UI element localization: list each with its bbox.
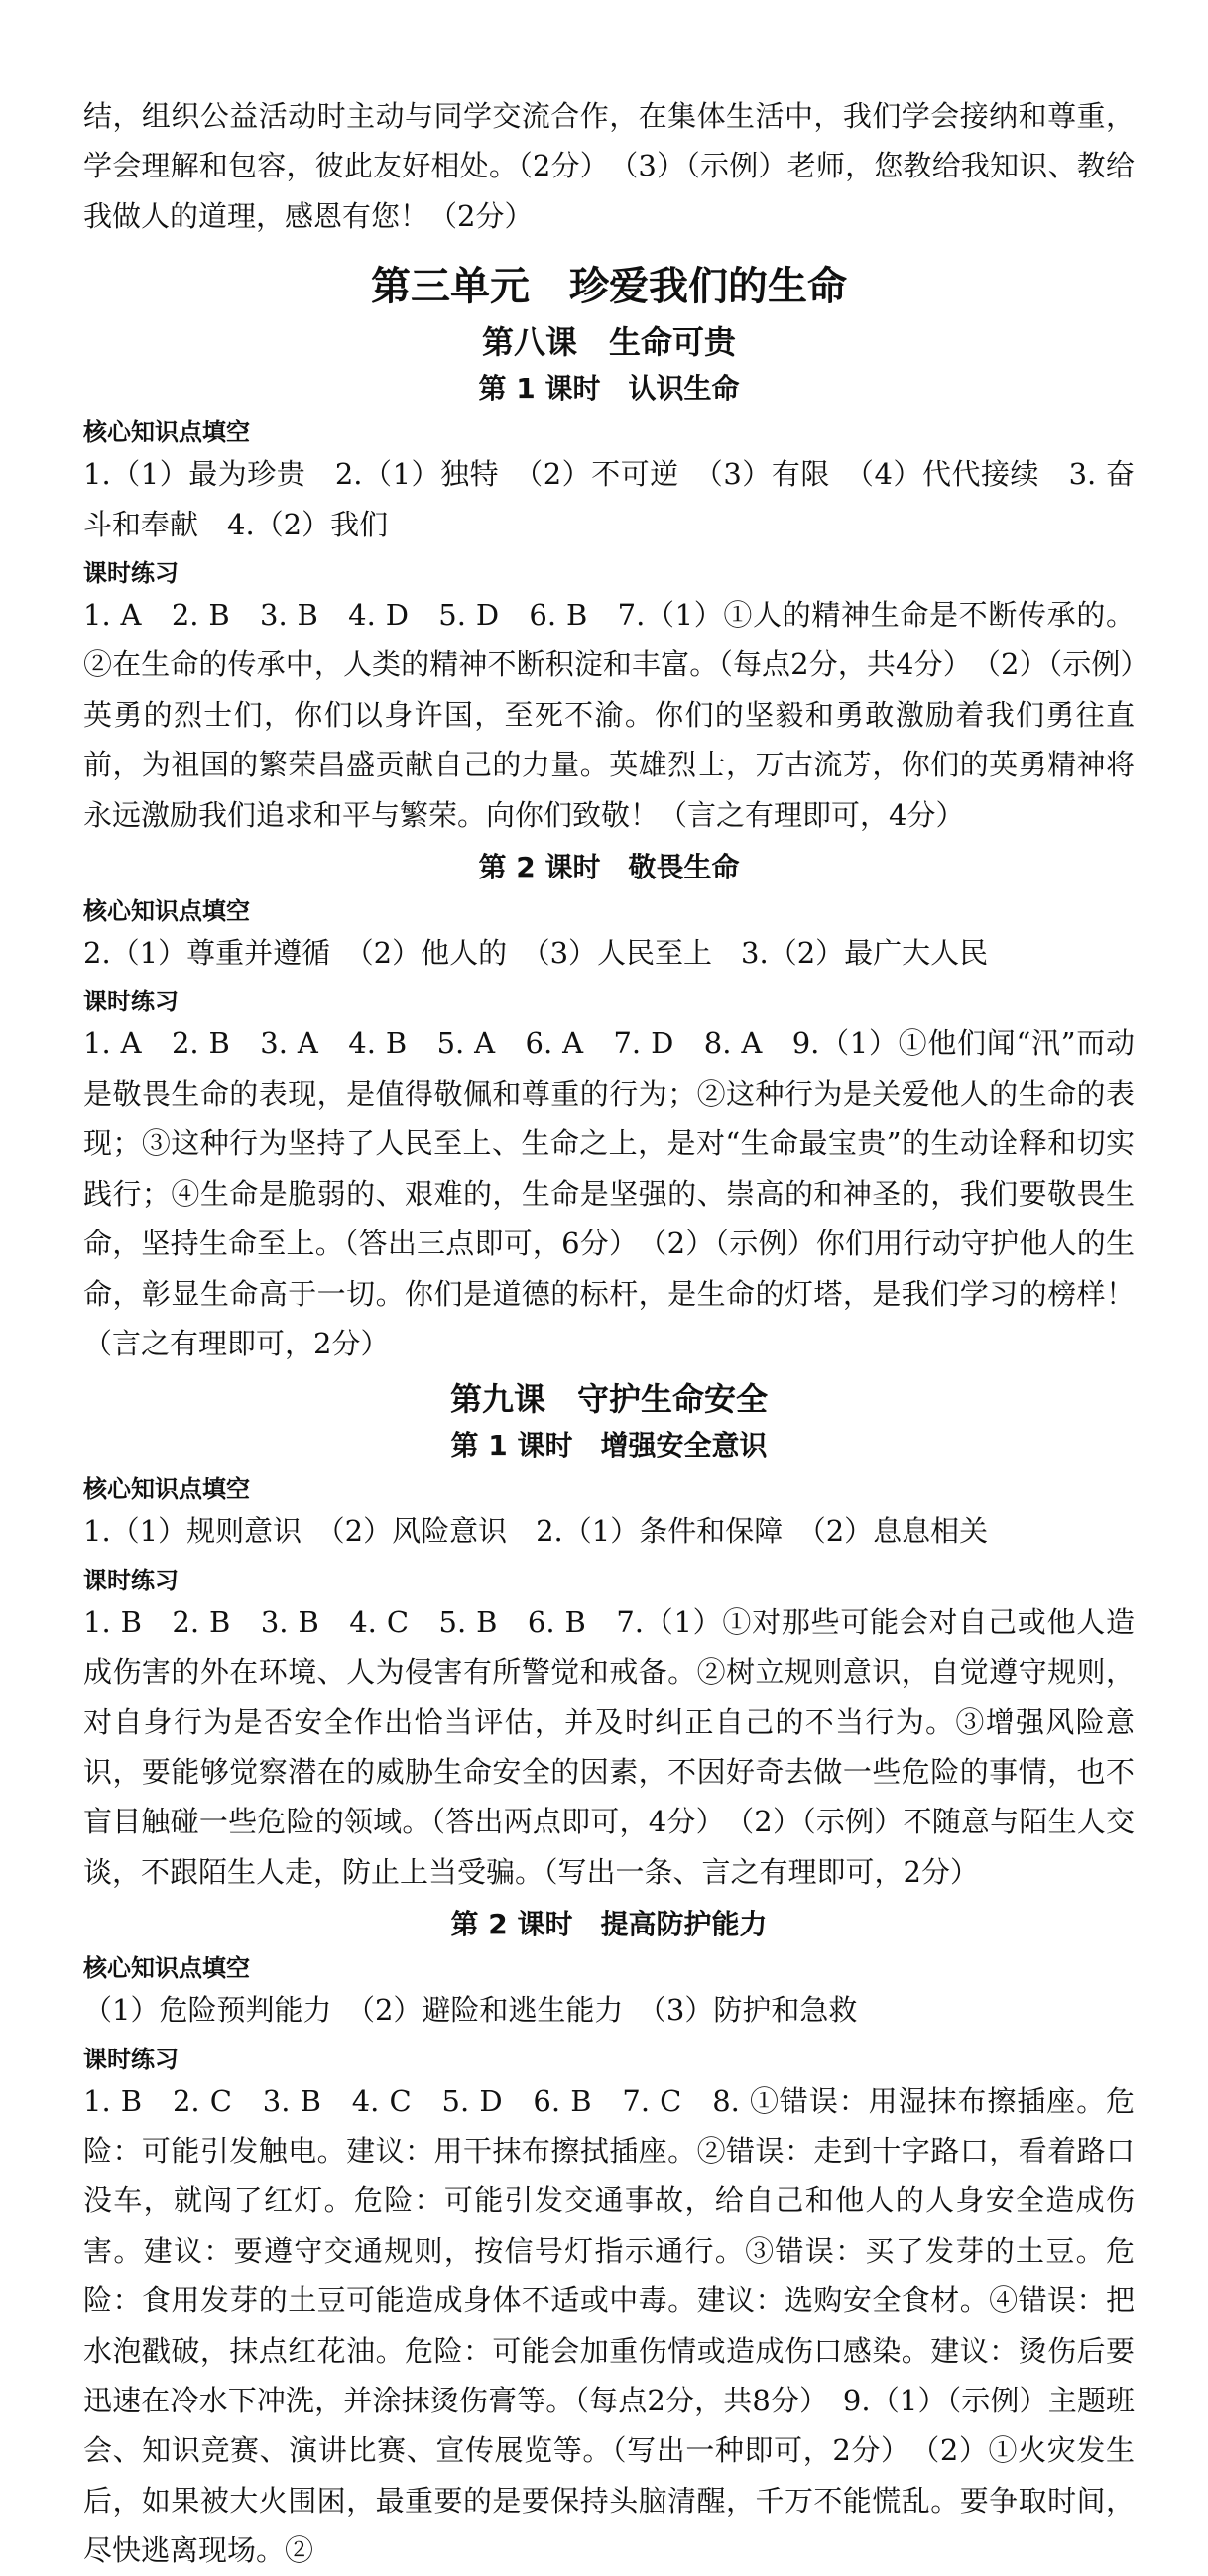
lesson-8-title: 第八课 生命可贵 [481, 323, 736, 362]
answer-page [83, 91, 1135, 2576]
lesson-9-period-1-title: 第 1 课时 增强安全意识 [450, 1429, 768, 1463]
core-knowledge-heading: 核心知识点填空 [83, 897, 250, 926]
unit-title: 第三单元 珍爱我们的生命 [371, 264, 847, 310]
practice-answers: 1. A 2. B 3. A 4. B 5. A 6. A 7. D 8. A 9.（1）①他们闻“汛”而动是敬畏生命的表现，是值得敬佩和尊重的行为；②这种行为是关爱他人的生命的表现；③这种行为坚持了人民至上、生命之上，是对“生命最宝贵”的生动诠释和切实践行；④生命是脆弱的、艰难的，生命是坚强的、崇高的和神圣的，我们要敬畏生命，坚持生命至上。（答出三点即可，6分） （2）（示例）你们用行动守护他人的生命，彰显生命高于一切。你们是道德的标杆，是生命的灯塔，是我们学习的榜样！（言之有理即可，2分） [83, 1026, 1135, 1360]
practice-heading: 课时练习 [83, 559, 179, 588]
core-knowledge-answers: 1.（1）规则意识 （2）风险意识 2.（1）条件和保障 （2）息息相关 [83, 1514, 989, 1549]
lesson-8-period-1-title: 第 1 课时 认识生命 [478, 372, 740, 406]
practice-heading: 课时练习 [83, 2045, 179, 2073]
practice-heading: 课时练习 [83, 988, 179, 1016]
core-knowledge-heading: 核心知识点填空 [83, 1475, 250, 1504]
core-knowledge-answers: 2.（1）尊重并遵循 （2）他人的 （3）人民至上 3.（2）最广大人民 [83, 936, 989, 971]
lesson-9-title: 第九课 守护生命安全 [449, 1380, 768, 1419]
lesson-9-period-2-title: 第 2 课时 提高防护能力 [450, 1908, 768, 1941]
core-knowledge-answers: （1）危险预判能力 （2）避险和逃生能力 （3）防护和急救 [83, 1993, 858, 2028]
practice-heading: 课时练习 [83, 1566, 179, 1594]
practice-answers: 1. B 2. B 3. B 4. C 5. B 6. B 7.（1）①对那些可能会对自己或他人造成伤害的外在环境、人为侵害有所警觉和戒备。②树立规则意识，自觉遵守规则，对自身行为是否安全作出恰当评估，并及时纠正自己的不当行为。③增强风险意识，要能够觉察潜在的威胁生命安全的因素，不因好奇去做一些危险的事情，也不盲目触碰一些危险的领域。（答出两点即可，4分） （2）（示例）不随意与陌生人交谈，不跟陌生人走，防止上当受骗。（写出一条、言之有理即可，2分） [83, 1604, 1135, 1889]
practice-answers: 1. A 2. B 3. B 4. D 5. D 6. B 7.（1）①人的精神生命是不断传承的。②在生命的传承中，人类的精神不断积淀和丰富。（每点2分，共4分） （2）（示例）英勇的烈士们，你们以身许国，至死不渝。你们的坚毅和勇敢激励着我们勇往直前，为祖国的繁荣昌盛贡献自己的力量。英雄烈士，万古流芳，你们的英勇精神将永远激励我们追求和平与繁荣。向你们致敬！（言之有理即可，4分） [83, 598, 1135, 832]
core-knowledge-heading: 核心知识点填空 [83, 418, 250, 447]
lesson-8-period-2-title: 第 2 课时 敬畏生命 [478, 851, 740, 884]
intro-paragraph: 结，组织公益活动时主动与同学交流合作，在集体生活中，我们学会接纳和尊重，学会理解和包容，彼此友好相处。（2分） （3）（示例）老师，您教给我知识、教给我做人的道理，感恩有您！（2分） [83, 99, 1135, 233]
core-knowledge-answers: 1.（1）最为珍贵 2.（1）独特 （2）不可逆 （3）有限 （4）代代接续 3. 奋斗和奉献 4.（2）我们 [83, 457, 1135, 541]
core-knowledge-heading: 核心知识点填空 [83, 1954, 250, 1983]
practice-answers: 1. B 2. C 3. B 4. C 5. D 6. B 7. C 8. ①错误：用湿抹布擦插座。危险：可能引发触电。建议：用干抹布擦拭插座。②错误：走到十字路口，看着路口没车，就闯了红灯。危险：可能引发交通事故，给自己和他人的人身安全造成伤害。建议：要遵守交通规则，按信号灯指示通行。③错误：买了发芽的土豆。危险：食用发芽的土豆可能造成身体不适或中毒。建议：选购安全食材。④错误：把水泡戳破，抹点红花油。危险：可能会加重伤情或造成伤口感染。建议：烫伤后要迅速在冷水下冲洗，并涂抹烫伤膏等。（每点2分，共8分） 9.（1）（示例）主题班会、知识竞赛、演讲比赛、宣传展览等。（写出一种即可，2分） （2）①火灾发生后，如果被大火围困，最重要的是要保持头脑清醒，千万不能慌乱。要争取时间，尽快逃离现场。② [83, 2083, 1135, 2568]
